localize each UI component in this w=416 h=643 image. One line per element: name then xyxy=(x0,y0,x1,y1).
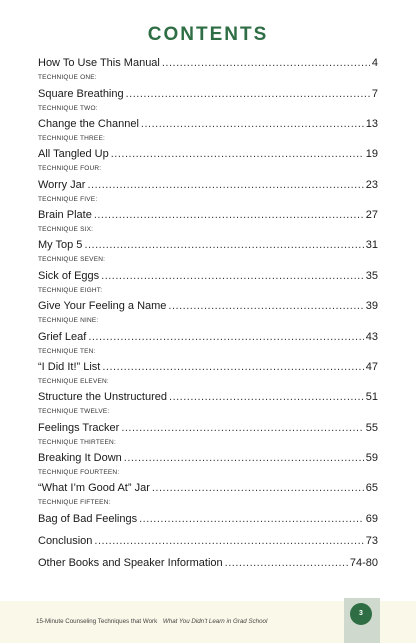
toc-entry-title: Feelings Tracker xyxy=(38,421,120,434)
technique-label: TECHNIQUE EIGHT: xyxy=(38,286,103,294)
technique-label: TECHNIQUE ELEVEN: xyxy=(38,377,109,385)
toc-entry-page: 31 xyxy=(365,239,378,252)
technique-label: TECHNIQUE TWELVE: xyxy=(38,408,110,416)
toc-entry-title: Grief Leaf xyxy=(38,330,87,343)
toc-entry-page: 51 xyxy=(365,391,378,404)
toc-entry-page: 47 xyxy=(365,360,378,373)
leader-dots xyxy=(88,331,363,344)
toc-entry-page: 7 xyxy=(371,87,378,100)
technique-label: TECHNIQUE TEN: xyxy=(38,347,96,355)
toc-entry[interactable] xyxy=(38,85,378,100)
toc-entry[interactable] xyxy=(38,420,378,435)
toc-entry-title: Structure the Unstructured xyxy=(38,391,168,404)
footer-book-title: 15-Minute Counseling Techniques that Work xyxy=(36,618,158,625)
toc-entry-title: Change the Channel xyxy=(38,117,139,130)
toc-entry-page: 55 xyxy=(365,421,378,434)
footer-text xyxy=(36,618,267,625)
toc-entry[interactable] xyxy=(38,480,378,495)
toc-entry[interactable] xyxy=(38,389,378,404)
toc-entry-page: 69 xyxy=(365,512,378,525)
toc-entry[interactable] xyxy=(38,207,378,222)
toc-entry-title: Other Books and Speaker Information xyxy=(38,557,223,570)
page-title: CONTENTS xyxy=(147,24,269,45)
toc-entry[interactable] xyxy=(38,146,378,161)
technique-label: TECHNIQUE ONE: xyxy=(38,74,97,82)
leader-dots xyxy=(94,535,363,548)
toc-entry-title: How To Use This Manual xyxy=(38,57,160,70)
technique-label: TECHNIQUE SEVEN: xyxy=(38,256,106,264)
technique-label: TECHNIQUE THIRTEEN: xyxy=(38,438,116,446)
toc-entry-page: 4 xyxy=(371,57,378,70)
toc-entry-title: All Tangled Up xyxy=(38,148,109,161)
leader-dots xyxy=(124,452,364,465)
toc-entry[interactable] xyxy=(38,55,378,70)
leader-dots xyxy=(126,88,370,101)
toc-entry-page: 65 xyxy=(365,482,378,495)
leader-dots xyxy=(94,209,364,222)
leader-dots xyxy=(102,361,363,374)
toc-entry-page: 13 xyxy=(365,117,378,130)
toc-entry[interactable] xyxy=(38,450,378,465)
toc-entry-title: Square Breathing xyxy=(38,87,124,100)
page-number: 3 xyxy=(350,603,372,625)
toc-entry-page: 23 xyxy=(365,178,378,191)
toc-entry[interactable] xyxy=(38,533,378,548)
technique-label: TECHNIQUE THREE: xyxy=(38,134,106,142)
leader-dots xyxy=(225,557,348,570)
toc-entry-page: 19 xyxy=(365,148,378,161)
leader-dots xyxy=(84,239,363,252)
technique-label: TECHNIQUE SIX: xyxy=(38,226,94,234)
footer-subtitle: What You Didn’t Learn in Grad School xyxy=(162,618,268,625)
toc-entry-title: Conclusion xyxy=(38,535,93,547)
leader-dots xyxy=(169,391,364,404)
toc-entry-page: 27 xyxy=(365,209,378,222)
leader-dots xyxy=(162,57,370,70)
toc-entry-page: 59 xyxy=(365,452,378,465)
technique-label: TECHNIQUE FIFTEEN: xyxy=(38,499,111,507)
leader-dots xyxy=(152,482,364,495)
toc-entry[interactable] xyxy=(38,237,378,252)
toc-entry-title: Bag of Bad Feelings xyxy=(38,512,138,525)
toc-entry-title: Sick of Eggs xyxy=(38,269,100,282)
leader-dots xyxy=(121,422,363,435)
leader-dots xyxy=(111,148,364,161)
leader-dots xyxy=(139,513,364,526)
toc-entry-title: My Top 5 xyxy=(38,239,83,252)
technique-label: TECHNIQUE TWO: xyxy=(38,104,98,112)
leader-dots xyxy=(87,179,363,192)
toc-entry[interactable] xyxy=(38,177,378,192)
toc-entry-title: Breaking It Down xyxy=(38,452,122,465)
toc-entry[interactable] xyxy=(38,298,378,313)
toc-entry[interactable] xyxy=(38,359,378,374)
technique-label: TECHNIQUE NINE: xyxy=(38,317,99,325)
leader-dots xyxy=(101,270,364,283)
toc-entry[interactable] xyxy=(38,511,378,526)
toc-entry-page: 43 xyxy=(365,330,378,343)
toc-entry[interactable] xyxy=(38,555,378,570)
toc-entry-page: 73 xyxy=(365,535,378,547)
toc-entry-title: Brain Plate xyxy=(38,209,92,222)
toc-entry[interactable] xyxy=(38,328,378,343)
leader-dots xyxy=(141,118,364,131)
leader-dots xyxy=(168,300,363,313)
toc-entry-page: 74-80 xyxy=(349,557,378,570)
toc-entry[interactable] xyxy=(38,268,378,283)
technique-label: TECHNIQUE FOUR: xyxy=(38,165,102,173)
toc-entry-title: “What I’m Good At” Jar xyxy=(38,482,150,495)
table-of-contents xyxy=(38,55,378,570)
toc-entry-title: Give Your Feeling a Name xyxy=(38,300,167,313)
technique-label: TECHNIQUE FOURTEEN: xyxy=(38,469,120,477)
toc-entry-page: 39 xyxy=(365,300,378,313)
toc-entry-title: “I Did It!” List xyxy=(38,360,101,373)
toc-entry[interactable] xyxy=(38,116,378,131)
technique-label: TECHNIQUE FIVE: xyxy=(38,195,98,203)
toc-entry-page: 35 xyxy=(365,269,378,282)
toc-entry-title: Worry Jar xyxy=(38,178,86,191)
